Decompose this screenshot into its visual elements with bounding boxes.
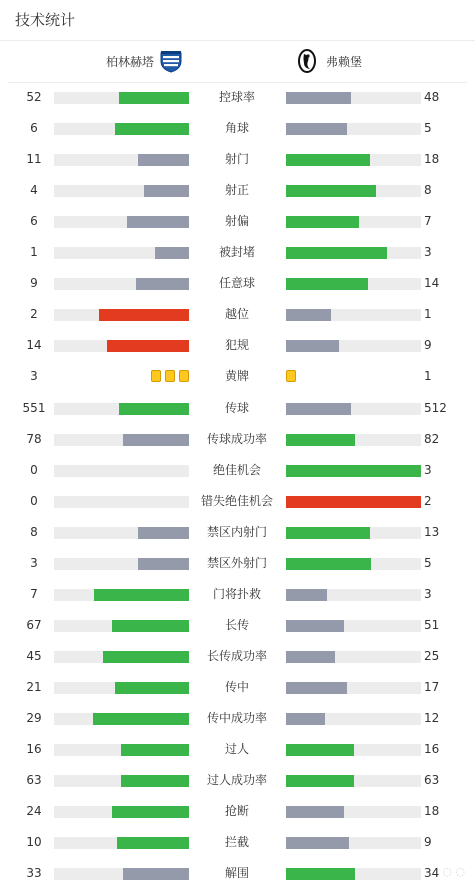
home-stat-value: 67 [26, 617, 42, 632]
home-bar-track [54, 496, 189, 508]
away-stat-value: 18 [424, 152, 440, 167]
home-bar-track [54, 123, 189, 135]
home-stat-value: 10 [26, 835, 42, 850]
yellow-card-icon [151, 370, 161, 382]
stat-row [0, 273, 475, 293]
home-bar-fill [127, 216, 189, 228]
stat-label: 门将扑救 [212, 586, 261, 601]
stat-row [0, 863, 475, 883]
stat-row [0, 553, 475, 573]
away-bar-track [286, 682, 421, 694]
away-stat-value: 5 [424, 121, 432, 136]
home-stat-value: 6 [30, 121, 38, 136]
away-stat-value: 3 [424, 586, 432, 601]
away-bar-fill [286, 713, 325, 725]
home-stat-value: 11 [26, 152, 42, 167]
home-bar-track [54, 713, 189, 725]
home-yellow-cards [151, 370, 189, 382]
away-bar-track [286, 154, 421, 166]
away-bar-fill [286, 434, 355, 446]
away-bar-fill [286, 527, 370, 539]
away-stat-value: 9 [424, 835, 432, 850]
home-bar-fill [107, 340, 189, 352]
page-title: 技术统计 [0, 0, 475, 41]
home-bar-track [54, 92, 189, 104]
stat-row [0, 149, 475, 169]
stat-label: 解围 [224, 866, 249, 881]
stat-label: 错失绝佳机会 [200, 493, 273, 508]
away-bar-track [286, 651, 421, 663]
away-stat-value: 2 [424, 493, 432, 508]
away-bar-fill [286, 340, 339, 352]
away-bar-track [286, 589, 421, 601]
home-bar-track [54, 403, 189, 415]
stat-label: 犯规 [224, 338, 249, 353]
stat-label: 传球成功率 [206, 431, 267, 446]
watermark: ◌ ◌ [442, 865, 465, 878]
away-bar-track [286, 713, 421, 725]
home-bar-fill [115, 123, 189, 135]
stat-label: 拦截 [224, 835, 249, 850]
away-bar-fill [286, 216, 359, 228]
home-bar-track [54, 651, 189, 663]
away-stat-value: 7 [424, 214, 432, 229]
home-stat-value: 0 [30, 493, 38, 508]
away-bar-track [286, 775, 421, 787]
stat-label: 射门 [224, 152, 249, 167]
home-stat-value: 14 [26, 338, 42, 353]
stat-row [0, 180, 475, 200]
home-stat-value: 3 [30, 369, 38, 384]
away-bar-track [286, 868, 421, 880]
away-stat-value: 34 [424, 866, 440, 881]
stat-row [0, 366, 475, 386]
away-stat-value: 48 [424, 90, 440, 104]
stat-row [0, 739, 475, 759]
home-stat-value: 3 [30, 555, 38, 570]
home-bar-fill [123, 434, 189, 446]
away-bar-track [286, 744, 421, 756]
stat-label: 禁区外射门 [206, 555, 267, 570]
stat-label: 绝佳机会 [212, 462, 261, 477]
home-bar-fill [136, 278, 189, 290]
stat-label: 被封堵 [218, 245, 255, 260]
away-stat-value: 1 [424, 369, 432, 384]
home-bar-track [54, 340, 189, 352]
away-bar-track [286, 309, 421, 321]
away-bar-fill [286, 775, 354, 787]
stat-label: 传中 [224, 679, 249, 694]
home-stat-value: 0 [30, 462, 38, 477]
away-team-name: 弗赖堡 [326, 54, 363, 69]
home-stat-value: 8 [30, 524, 38, 539]
home-bar-track [54, 465, 189, 477]
away-bar-fill [286, 744, 354, 756]
home-bar-track [54, 744, 189, 756]
stat-label: 长传成功率 [206, 648, 267, 663]
stat-label: 任意球 [218, 276, 255, 291]
home-bar-track [54, 775, 189, 787]
away-bar-fill [286, 278, 368, 290]
home-bar-track [54, 434, 189, 446]
away-stat-value: 63 [424, 773, 440, 788]
home-bar-track [54, 806, 189, 818]
home-bar-fill [112, 806, 189, 818]
away-bar-fill [286, 154, 370, 166]
away-bar-track [286, 527, 421, 539]
away-bar-track [286, 278, 421, 290]
stat-row [0, 242, 475, 262]
home-bar-fill [155, 247, 189, 259]
away-bar-track [286, 185, 421, 197]
home-bar-fill [103, 651, 189, 663]
home-bar-fill [138, 527, 189, 539]
teams-header [8, 41, 467, 83]
home-bar-fill [115, 682, 189, 694]
stat-row [0, 832, 475, 852]
home-stat-value: 2 [30, 307, 38, 322]
stat-label: 过人成功率 [206, 773, 267, 788]
away-bar-fill [286, 185, 376, 197]
away-bar-track [286, 496, 421, 508]
stat-row [0, 87, 475, 107]
away-stat-value: 13 [424, 524, 440, 539]
home-stat-value: 29 [26, 711, 42, 725]
stat-label: 越位 [224, 307, 249, 322]
stat-row [0, 491, 475, 511]
away-stat-value: 8 [424, 183, 432, 198]
away-yellow-cards [286, 370, 296, 382]
home-bar-track [54, 154, 189, 166]
home-stat-value: 78 [26, 431, 42, 446]
home-stat-value: 551 [22, 400, 46, 415]
home-bar-fill [144, 185, 189, 197]
stat-label: 抢断 [224, 804, 249, 819]
home-bar-track [54, 527, 189, 539]
home-bar-fill [94, 589, 189, 601]
away-bar-track [286, 558, 421, 570]
stat-row [0, 584, 475, 604]
home-bar-fill [112, 620, 189, 632]
home-stat-value: 24 [26, 804, 42, 819]
away-bar-fill [286, 868, 355, 880]
stat-label: 过人 [224, 742, 249, 757]
home-bar-fill [121, 775, 189, 787]
home-bar-track [54, 278, 189, 290]
yellow-card-icon [179, 370, 189, 382]
away-bar-fill [286, 806, 344, 818]
away-bar-track [286, 216, 421, 228]
away-bar-fill [286, 92, 351, 104]
away-bar-fill [286, 589, 327, 601]
home-bar-track [54, 247, 189, 259]
home-bar-fill [99, 309, 189, 321]
away-bar-fill [286, 558, 371, 570]
away-bar-track [286, 837, 421, 849]
freiburg-crest-icon [294, 48, 320, 74]
home-stat-value: 45 [26, 648, 42, 663]
stat-label: 传球 [224, 400, 249, 415]
away-stat-value: 82 [424, 431, 440, 446]
hertha-crest-icon [158, 48, 184, 74]
away-stat-value: 3 [424, 245, 432, 260]
away-stat-value: 1 [424, 307, 432, 322]
home-bar-fill [123, 868, 189, 880]
stat-label: 射正 [224, 183, 249, 198]
stat-row [0, 335, 475, 355]
away-stat-value: 16 [424, 742, 440, 757]
stat-label: 长传 [224, 617, 249, 632]
home-stat-value: 16 [26, 742, 42, 757]
away-stat-value: 5 [424, 555, 432, 570]
away-bar-fill [286, 496, 421, 508]
stat-label: 控球率 [218, 90, 255, 104]
away-stat-value: 12 [424, 711, 440, 725]
home-bar-track [54, 620, 189, 632]
stat-label: 黄牌 [224, 369, 249, 384]
away-bar-fill [286, 309, 331, 321]
home-stat-value: 33 [26, 866, 42, 881]
away-stat-value: 14 [424, 276, 440, 291]
stat-label: 射偏 [224, 214, 249, 229]
away-bar-track [286, 620, 421, 632]
away-bar-fill [286, 837, 349, 849]
stat-row [0, 522, 475, 542]
home-bar-track [54, 309, 189, 321]
stat-row [0, 304, 475, 324]
stat-label: 角球 [224, 121, 249, 136]
stat-row [0, 801, 475, 821]
home-bar-track [54, 185, 189, 197]
home-bar-track [54, 682, 189, 694]
away-team[interactable] [294, 41, 362, 81]
away-bar-track [286, 92, 421, 104]
away-stat-value: 512 [424, 400, 447, 415]
home-stat-value: 4 [30, 183, 38, 198]
stat-row [0, 211, 475, 231]
stat-label: 禁区内射门 [206, 524, 267, 539]
away-bar-track [286, 434, 421, 446]
away-bar-fill [286, 620, 344, 632]
home-stat-value: 7 [30, 586, 38, 601]
yellow-card-icon [286, 370, 296, 382]
away-bar-fill [286, 465, 421, 477]
home-bar-track [54, 868, 189, 880]
home-bar-fill [119, 92, 189, 104]
away-bar-track [286, 403, 421, 415]
home-bar-fill [93, 713, 189, 725]
home-stat-value: 21 [26, 679, 42, 694]
away-stat-value: 18 [424, 804, 440, 819]
away-bar-fill [286, 247, 387, 259]
home-team-name: 柏林赫塔 [105, 54, 154, 69]
away-stat-value: 17 [424, 679, 440, 694]
home-stat-value: 9 [30, 276, 38, 291]
stat-row [0, 615, 475, 635]
stat-row [0, 118, 475, 138]
home-stat-value: 63 [26, 773, 42, 788]
home-bar-track [54, 837, 189, 849]
away-stat-value: 51 [424, 617, 440, 632]
stat-row [0, 677, 475, 697]
home-stat-value: 52 [26, 90, 42, 104]
away-bar-fill [286, 403, 351, 415]
away-stat-value: 9 [424, 338, 432, 353]
away-bar-fill [286, 123, 347, 135]
home-bar-track [54, 558, 189, 570]
home-bar-fill [138, 154, 189, 166]
home-bar-fill [119, 403, 189, 415]
away-bar-track [286, 123, 421, 135]
home-bar-track [54, 589, 189, 601]
home-team[interactable] [106, 41, 184, 81]
stat-row [0, 429, 475, 449]
stat-row [0, 646, 475, 666]
home-bar-fill [117, 837, 189, 849]
home-bar-fill [138, 558, 189, 570]
home-stat-value: 6 [30, 214, 38, 229]
home-bar-track [54, 216, 189, 228]
away-bar-track [286, 340, 421, 352]
yellow-card-icon [165, 370, 175, 382]
home-bar-fill [121, 744, 189, 756]
away-stat-value: 25 [424, 648, 440, 663]
away-bar-track [286, 247, 421, 259]
stat-row [0, 708, 475, 728]
away-bar-fill [286, 682, 347, 694]
away-bar-fill [286, 651, 335, 663]
stat-row [0, 770, 475, 790]
away-stat-value: 3 [424, 462, 432, 477]
stat-row [0, 398, 475, 418]
stat-row [0, 460, 475, 480]
home-stat-value: 1 [30, 245, 38, 260]
away-bar-track [286, 806, 421, 818]
away-bar-track [286, 465, 421, 477]
stat-label: 传中成功率 [206, 711, 267, 725]
